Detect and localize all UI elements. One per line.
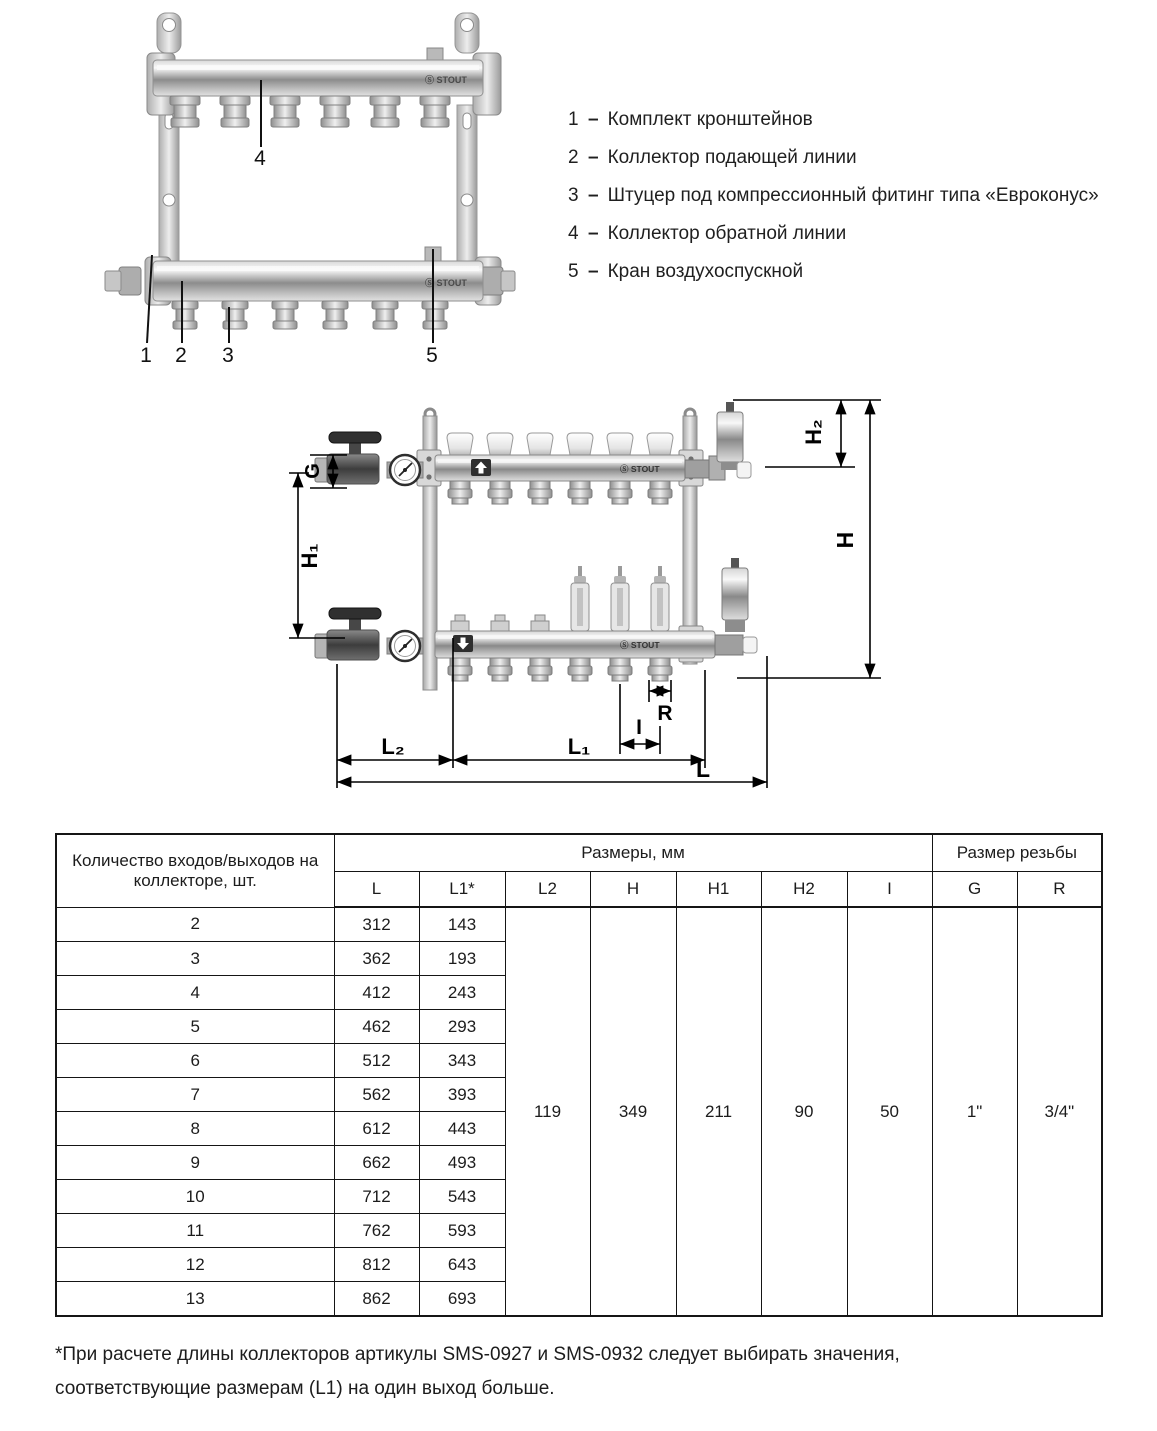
dimensions-table <box>55 833 1103 1317</box>
legend-label: Коллектор подающей линии <box>607 147 857 168</box>
air-vent-port <box>427 48 443 60</box>
return-manifold-bar <box>153 48 483 96</box>
cell-L1: 693 <box>419 1282 505 1317</box>
dim-label-L1: L₁ <box>567 734 591 759</box>
stout-logo-top: Ⓢ STOUT <box>425 75 467 85</box>
merged-cell-G: 1" <box>932 907 1017 1316</box>
header-group-thread: Размер резьбы <box>932 834 1102 872</box>
flow-meters <box>571 566 669 631</box>
row-count-cell: 2 <box>56 907 334 942</box>
cell-L: 762 <box>334 1214 419 1248</box>
callout-4: 4 <box>254 147 266 170</box>
cell-L: 612 <box>334 1112 419 1146</box>
row-count-cell: 8 <box>56 1112 334 1146</box>
return-ball-valve <box>315 608 423 661</box>
return-outlets <box>448 658 672 681</box>
merged-cell-I: 50 <box>847 907 932 1316</box>
callout-2: 2 <box>175 344 187 367</box>
legend-dash: – <box>588 223 599 244</box>
header-outputs-count: Количество входов/выходов на коллекторе, шт. <box>56 834 334 907</box>
row-count-cell: 5 <box>56 1010 334 1044</box>
cell-L1: 193 <box>419 942 505 976</box>
header-group-sizes: Размеры, мм <box>334 834 932 872</box>
cell-L: 562 <box>334 1078 419 1112</box>
dim-label-H1: H₁ <box>297 543 322 569</box>
row-count-cell: 9 <box>56 1146 334 1180</box>
row-count-cell: 4 <box>56 976 334 1010</box>
pressure-gauge <box>390 455 420 485</box>
cell-L: 412 <box>334 976 419 1010</box>
legend-label: Штуцер под компрессионный фитинг типа «Евроконус» <box>607 185 1099 206</box>
cell-L1: 593 <box>419 1214 505 1248</box>
callout-1: 1 <box>140 344 152 367</box>
col-header-R: R <box>1017 872 1102 908</box>
dim-label-H2: H₂ <box>801 419 826 445</box>
return-air-vent <box>715 558 757 655</box>
pressure-gauge <box>390 631 420 661</box>
row-count-cell: 10 <box>56 1180 334 1214</box>
col-header-L1: L1* <box>419 872 505 908</box>
legend-label: Коллектор обратной линии <box>607 223 847 244</box>
col-header-I: I <box>847 872 932 908</box>
cell-L1: 243 <box>419 976 505 1010</box>
return-bar <box>435 566 715 681</box>
merged-cell-L2: 119 <box>505 907 590 1316</box>
manifold-product-photo <box>95 5 555 370</box>
legend-dash: – <box>588 109 599 130</box>
dim-label-L2: L₂ <box>381 734 405 759</box>
col-header-H2: H2 <box>761 872 847 908</box>
legend-num: 5 <box>568 261 579 282</box>
dim-label-G: G <box>302 463 324 479</box>
dim-label-L: L <box>695 756 711 782</box>
legend-item <box>568 253 1099 291</box>
return-manifold-outlets <box>170 96 450 127</box>
cell-L1: 493 <box>419 1146 505 1180</box>
cell-L1: 443 <box>419 1112 505 1146</box>
legend-label: Комплект кронштейнов <box>607 109 813 130</box>
cell-L1: 393 <box>419 1078 505 1112</box>
table-row <box>56 907 1102 942</box>
cell-L1: 543 <box>419 1180 505 1214</box>
row-count-cell: 6 <box>56 1044 334 1078</box>
dimension-diagram <box>285 388 885 818</box>
legend-dash: – <box>588 185 599 206</box>
col-header-H1: H1 <box>676 872 761 908</box>
cell-L: 812 <box>334 1248 419 1282</box>
legend-label: Кран воздухоспускной <box>607 261 804 282</box>
dim-label-H: H <box>832 531 858 549</box>
legend-item <box>568 215 1099 253</box>
valve-caps <box>451 615 549 631</box>
legend-dash: – <box>588 261 599 282</box>
row-count-cell: 3 <box>56 942 334 976</box>
cell-L1: 643 <box>419 1248 505 1282</box>
legend-item <box>568 139 1099 177</box>
dim-label-I: I <box>636 716 642 739</box>
row-count-cell: 13 <box>56 1282 334 1317</box>
merged-cell-H2: 90 <box>761 907 847 1316</box>
supply-ball-valve <box>315 432 423 485</box>
cell-L: 362 <box>334 942 419 976</box>
merged-cell-H: 349 <box>590 907 676 1316</box>
row-count-cell: 12 <box>56 1248 334 1282</box>
cell-L1: 143 <box>419 907 505 942</box>
legend-num: 2 <box>568 147 579 168</box>
stout-logo-bottom: Ⓢ STOUT <box>425 278 467 288</box>
row-count-cell: 7 <box>56 1078 334 1112</box>
footnote: *При расчете длины коллекторов артикулы SMS-0927 и SMS-0932 следует выбирать значения, соответствующие размерам (L1) на один выход больше. <box>55 1344 900 1399</box>
merged-cell-H1: 211 <box>676 907 761 1316</box>
legend-num: 1 <box>568 109 579 130</box>
legend-item <box>568 101 1099 139</box>
cell-L: 462 <box>334 1010 419 1044</box>
callout-numbers <box>140 147 438 367</box>
cell-L1: 343 <box>419 1044 505 1078</box>
supply-manifold-outlets <box>172 301 448 329</box>
supply-outlets <box>448 481 672 504</box>
cell-L: 662 <box>334 1146 419 1180</box>
stout-logo-diagram-top: Ⓢ STOUT <box>620 464 660 474</box>
col-header-L: L <box>334 872 419 908</box>
legend-item <box>568 177 1099 215</box>
col-header-H: H <box>590 872 676 908</box>
cell-L: 312 <box>334 907 419 942</box>
thermostatic-caps <box>447 433 673 455</box>
cell-L1: 293 <box>419 1010 505 1044</box>
callout-3: 3 <box>222 344 234 367</box>
legend-num: 3 <box>568 185 579 206</box>
row-count-cell: 11 <box>56 1214 334 1248</box>
stout-logo-diagram-bottom: Ⓢ STOUT <box>620 640 660 650</box>
cell-L: 512 <box>334 1044 419 1078</box>
legend-num: 4 <box>568 223 579 244</box>
cell-L: 862 <box>334 1282 419 1317</box>
dim-label-R: R <box>657 702 673 725</box>
col-header-G: G <box>932 872 1017 908</box>
merged-cell-R: 3/4" <box>1017 907 1102 1316</box>
supply-bar <box>435 433 685 504</box>
legend <box>568 101 1099 291</box>
legend-dash: – <box>588 147 599 168</box>
callout-5: 5 <box>426 344 438 367</box>
col-header-L2: L2 <box>505 872 590 908</box>
cell-L: 712 <box>334 1180 419 1214</box>
